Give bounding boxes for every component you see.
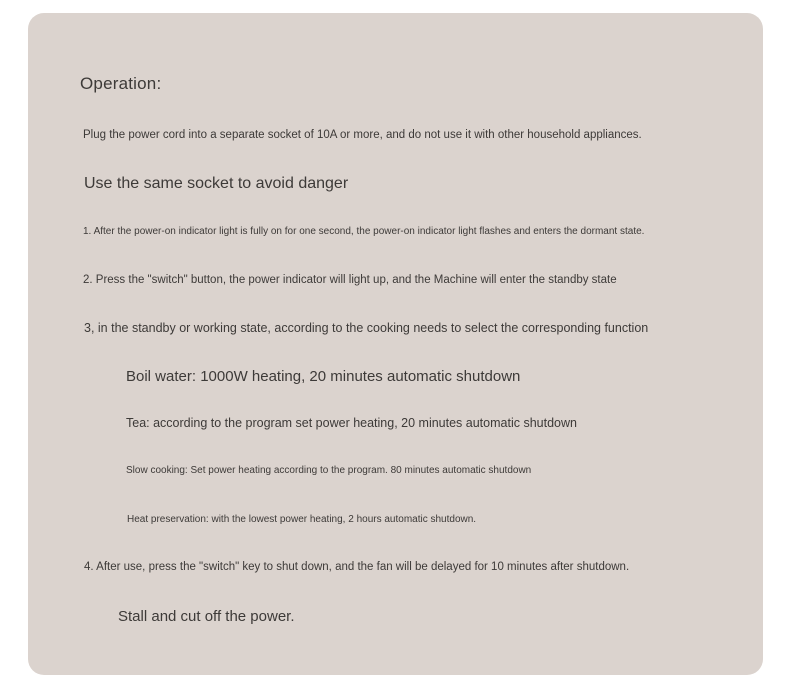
step-3-text: 3, in the standby or working state, according to the cooking needs to select the corresponding function [84, 321, 649, 335]
final-instruction: Stall and cut off the power. [118, 608, 295, 625]
operation-heading: Operation: [80, 74, 162, 93]
warning-text: Use the same socket to avoid danger [84, 175, 349, 192]
step-4-text: 4. After use, press the "switch" key to shut down, and the fan will be delayed for 10 minutes after shutdown. [84, 561, 630, 573]
function-slow-cooking: Slow cooking: Set power heating according to the program. 80 minutes automatic shutdown [126, 465, 532, 476]
step-1-text: 1. After the power-on indicator light is fully on for one second, the power-on indicator light flashes and enters the dormant state. [83, 226, 645, 237]
intro-text: Plug the power cord into a separate socket of 10A or more, and do not use it with other household appliances. [83, 129, 642, 141]
step-2-text: 2. Press the "switch" button, the power indicator will light up, and the Machine will enter the standby state [83, 274, 617, 286]
function-heat-preservation: Heat preservation: with the lowest power heating, 2 hours automatic shutdown. [127, 514, 477, 525]
function-tea: Tea: according to the program set power heating, 20 minutes automatic shutdown [126, 416, 577, 430]
function-boil-water: Boil water: 1000W heating, 20 minutes automatic shutdown [126, 368, 521, 385]
instruction-card [28, 13, 763, 675]
